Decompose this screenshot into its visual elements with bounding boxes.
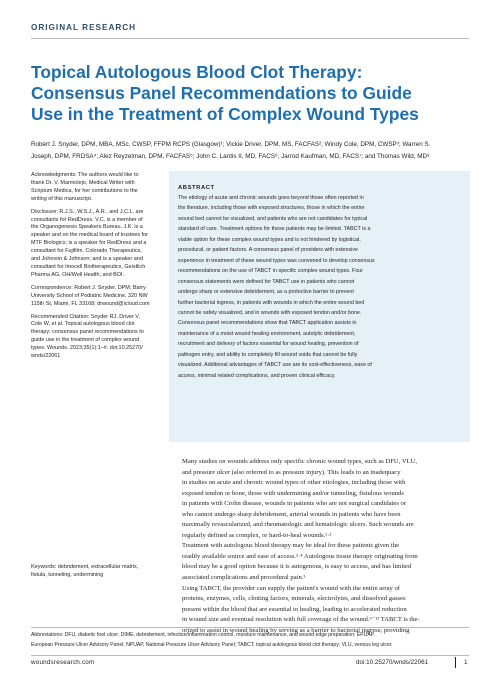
abbreviations <box>31 631 471 650</box>
sidebar-line: writing of this manuscript. <box>31 195 93 202</box>
correspondence <box>31 285 159 309</box>
abstract-line: recruitment and delivery of factors essential for wound healing, prevention of <box>178 341 359 348</box>
header-divider <box>31 38 469 39</box>
abstract-line: wound bed cannot be visualized, and patients who are not candidates for typical <box>178 215 368 222</box>
abstract-line: further bacterial ingress, in patients with wounds in which the entire wound bed <box>178 299 365 306</box>
abstract-line: consensus statements were defined for TABCT use in patients who cannot <box>178 278 355 285</box>
body-line: in studies on acute and chronic wound types of other etiologies, including those with <box>182 479 406 487</box>
body-line: maximally revascularized, and rheumatologic and hematologic ulcers. Such wounds are <box>182 521 414 529</box>
abstract-line: standard of care. Treatment options for these patients may be limited. TABCT is a <box>178 226 371 233</box>
body-line: and pressure ulcer (also referred to as pressure injury). This leads to an inadequacy <box>182 468 401 476</box>
title-line: Consensus Panel Recommendations to Guide <box>31 83 412 103</box>
page-number: 1 <box>464 659 468 666</box>
sidebar-line: Cole W, et al. Topical autologous blood clot <box>31 321 135 328</box>
footer-divider <box>31 655 469 656</box>
body-line: Using TABCT, the provider can supply the patient's wound with the entire array of <box>182 584 400 592</box>
sidebar-line: types. Wounds. 2023;35(1):1–#. doi:10.25270/ <box>31 345 143 352</box>
acknowledgments <box>31 172 159 204</box>
body-line: exposed tendon or bone, those with undermining and/or tunneling, fistulous wounds <box>182 489 404 497</box>
abbreviations-line: European Pressure Ulcer Advisory Panel; NPUAP, National Pressure Ulcer Advisory Panel; TABCT, topical autologous blood clot therapy; VLU, venous leg ulcer. <box>31 641 393 648</box>
body-line: orized to assist in wound healing by serving as a barrier to bacterial ingress; providing <box>182 626 410 634</box>
abstract-line: access, minimal related complications, and proven clinical efficacy. <box>178 372 336 379</box>
author-list <box>31 139 469 163</box>
abstract-line: Consensus panel recommendations show that TABCT application assists in <box>178 320 357 327</box>
body-line: associated complications and procedural pain.⁵ <box>182 574 306 582</box>
sidebar-line: therapy: consensus panel recommendations to <box>31 329 144 336</box>
title-line: Use in the Treatment of Complex Wound Types <box>31 104 419 124</box>
sidebar-line: Pharma AG, OH/Well Health, and BOI. <box>31 271 124 278</box>
abstract-line: recommendations on the use of TABCT in specific complex wound types. Four <box>178 268 364 275</box>
author-line: Joseph, DPM, FRDSA⁴; Alez Reyzelman, DPM, FACFAS⁵; John C. Lantis II, MD, FACS⁶; Jarrod Kaufman, MD, FACS⁷; and Thomas Wild, MD⁸ <box>31 152 430 160</box>
sidebar-line: Acknowledgments: The authors would like to <box>31 172 139 178</box>
body-line: regularly defined as complex, or hard-to-heal wounds.¹·² <box>182 531 332 539</box>
abstract-line: viable option for these complex wound types and is not hindered by logistical, <box>178 236 361 243</box>
body-line: proteins, enzymes, cells, clotting factors, minerals, electrolytes, and dissolved gasses <box>182 595 406 603</box>
keywords <box>31 564 171 580</box>
body-line: blood may be a good option because it is autogenous, is easy to access, and has limited <box>182 563 412 571</box>
author-line: Robert J. Snyder, DPM, MBA, MSc, CWSP, FFPM RCPS (Glasgow)¹; Vickie Driver, DPM, MS, FACFAS²; Windy Cole, DPM, CWSP³; Warren S. <box>31 141 431 148</box>
abbreviations-line: Abbreviations: DFU, diabetic foot ulcer; DIME, debridement, infection/inflammation control, moisture maintenance, and wound edge preparation; EPUAP, <box>31 632 375 638</box>
sidebar-line: Correspondence: Robert J. Snyder, DPM; Barry <box>31 284 146 291</box>
sidebar-line: consultant for Fujifilm, Colorado Therapeutics, <box>31 248 142 255</box>
footer-website-link[interactable]: woundsresearch.com <box>31 659 95 666</box>
sidebar-line: thank Dr. V. Marmolejo, Medical Writer with <box>31 179 135 186</box>
sidebar-line: and Johnson & Johnson; and is a speaker and <box>31 256 143 263</box>
abstract-line: The etiology of acute and chronic wounds goes beyond those often reported in <box>178 195 364 201</box>
abbreviations-divider <box>31 627 469 628</box>
body-text <box>182 457 472 636</box>
sidebar-line: speaker and on the medical board of trustees for <box>31 232 148 239</box>
body-line: Many studies on wounds address only specific chronic wound types, such as DFU, VLU, <box>182 458 418 465</box>
abstract-text <box>178 193 462 381</box>
abstract-line: maintenance of a moist wound healing environment, autolytic debridement, <box>178 330 356 337</box>
sidebar-line: Scriptum Medica, for her contributions to the <box>31 187 138 194</box>
article-sidebar <box>31 172 159 366</box>
disclosure <box>31 209 159 280</box>
title-line: Topical Autologous Blood Clot Therapy: <box>31 62 363 82</box>
abstract-line: procedural, or patient factors. A consensus panel of providers with extensive <box>178 247 359 254</box>
abstract-line: pathogen entry, and ability to completely fill wound voids that cannot be fully <box>178 351 358 358</box>
footer-doi: doi:10.25270/wnds/22061 <box>356 659 429 666</box>
abstract-line: experience in treatment of these wound types was convened to develop consensus <box>178 257 375 264</box>
sidebar-line: Disclosure: R.J.S., W.S.J., A.R., and J.C.L. are <box>31 208 144 215</box>
sidebar-line: University School of Podiatric Medicine, 320 NW <box>31 292 148 299</box>
abstract-line: undergo sharp or extensive debridement, as a protective barrier to prevent <box>178 289 354 296</box>
body-line: present within the blood that are essential to healing, leading to accelerated reduction <box>182 605 407 613</box>
sidebar-line: consultant for Imocell Biotherapeutics, Geistlich <box>31 263 146 270</box>
footer-separator <box>455 657 456 668</box>
sidebar-line: the Organogenesis Speakers Bureau. J.K. is a <box>31 224 143 231</box>
sidebar-line: wnds/22061 <box>31 353 61 360</box>
sidebar-line: MTF Biologics; is a speaker for RedDress and a <box>31 240 147 247</box>
keywords-line: fistula, tunneling, undermining <box>31 571 104 578</box>
body-line: in wound size and eventual resolution with full coverage of the wound.⁶⁻¹³ TABCT is the- <box>182 616 420 624</box>
sidebar-line: consultants for RedDress. V.C. is a member of <box>31 216 143 223</box>
sidebar-line: guide use in the treatment of complex wound <box>31 337 140 344</box>
abstract-heading: ABSTRACT <box>178 185 215 191</box>
recommended-citation <box>31 314 159 361</box>
body-line: readily available source and ease of access.³·⁴ Autologous tissue therapy originating from <box>182 552 418 560</box>
sidebar-line: 115th St, Miami, FL 33168; drwound@icloud.com <box>31 300 150 307</box>
article-title <box>31 62 471 125</box>
abstract-line: the literature, including those with exposed structures, those in which the entire <box>178 205 365 212</box>
section-label: ORIGINAL RESEARCH <box>31 23 137 32</box>
body-line: Treatment with autologous blood therapy may be ideal for these patients given the <box>182 542 399 550</box>
body-line: in patients with Crohn disease, wounds in patients who are not surgical candidates or <box>182 500 407 508</box>
keywords-line: Keywords: debridement, extracellular matrix, <box>31 564 139 570</box>
sidebar-line: Recommended Citation: Snyder RJ, Driver V, <box>31 313 140 320</box>
abstract-line: cannot be safely visualized, and in wounds with exposed tendon and/or bone. <box>178 309 362 316</box>
abstract-line: visualized. Additional advantages of TABCT use are its cost-effectiveness, ease of <box>178 362 372 369</box>
body-line: who cannot undergo sharp debridement, arterial wounds in patients who have been <box>182 510 401 518</box>
